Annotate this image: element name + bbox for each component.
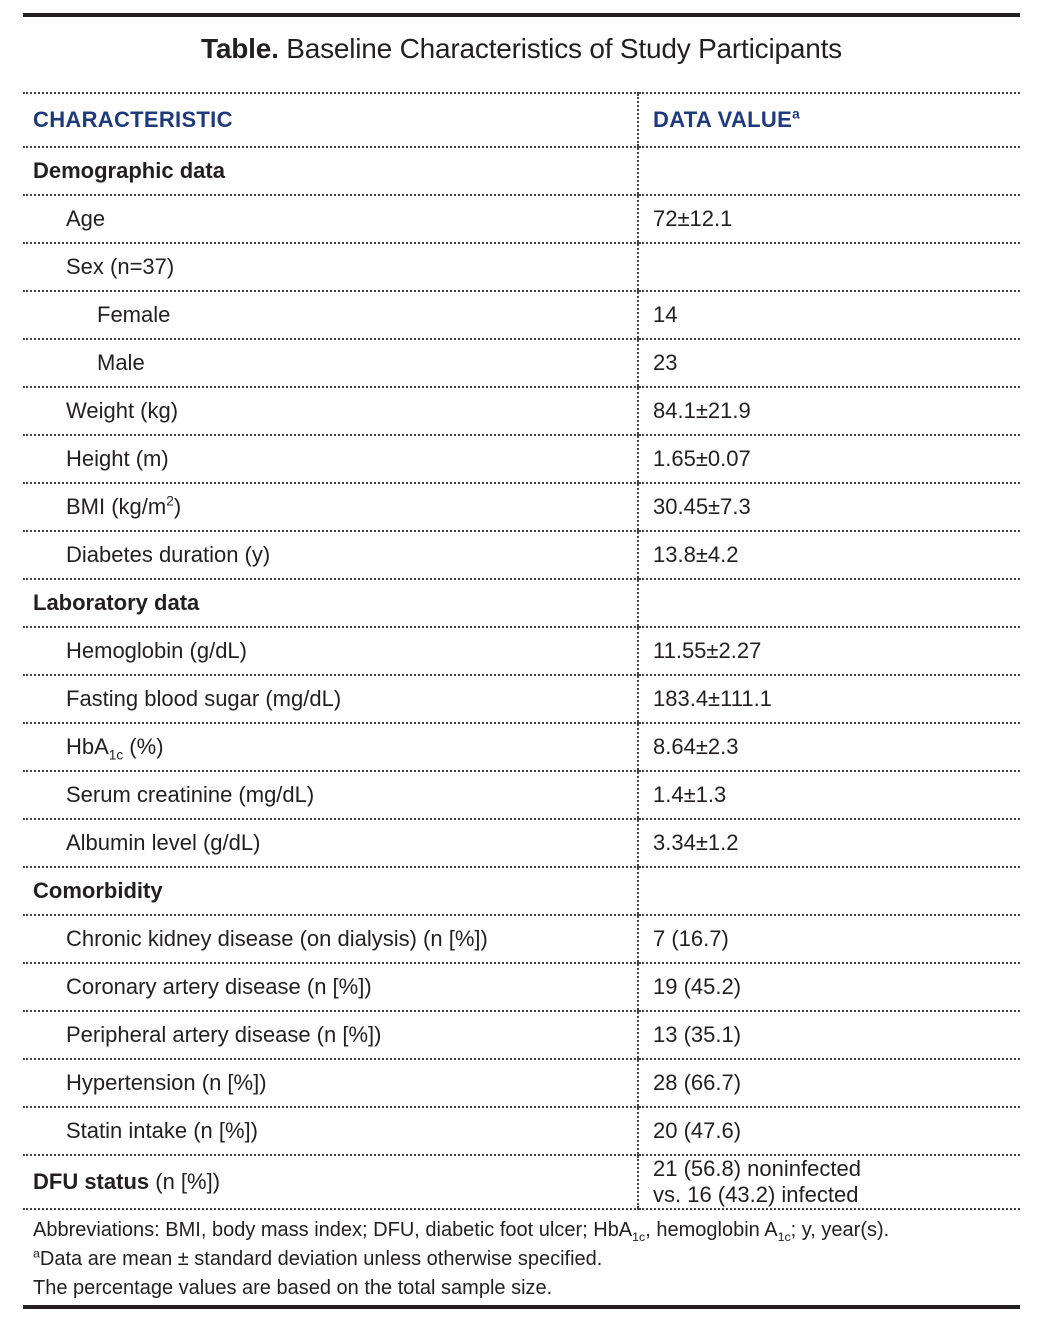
row-value-cell <box>638 1155 1020 1209</box>
row-label-rest: (n [%]) <box>149 1169 221 1194</box>
row-label-cell <box>23 435 638 483</box>
table-row <box>23 675 1020 723</box>
row-label: Hemoglobin (g/dL) <box>66 638 247 663</box>
row-label: Fasting blood sugar (mg/dL) <box>66 686 342 711</box>
column-header-characteristic: CHARACTERISTIC <box>23 93 638 147</box>
table-row-dfu-status <box>23 1155 1020 1209</box>
row-label-cell <box>23 483 638 531</box>
table-row <box>23 771 1020 819</box>
row-value-cell: 183.4±111.1 <box>638 675 1020 723</box>
row-label-cell <box>23 627 638 675</box>
row-label: Height (m) <box>66 446 169 471</box>
row-label-cell <box>23 147 638 195</box>
table-row <box>23 339 1020 387</box>
footnote-abbrev-part-3: ; y, year(s). <box>790 1219 890 1241</box>
footnote-a-text: Data are mean ± standard deviation unless otherwise specified. <box>39 1248 603 1270</box>
footnote-percentage-note: The percentage values are based on the total sample size. <box>33 1277 553 1299</box>
row-label-cell <box>23 579 638 627</box>
table-row <box>23 147 1020 195</box>
row-label <box>23 494 627 520</box>
column-header-data-value-text: DATA VALUE <box>653 107 793 132</box>
row-label: Sex (n=37) <box>66 254 175 279</box>
row-value-cell <box>638 243 1020 291</box>
table-row <box>23 291 1020 339</box>
row-label-bold: DFU status <box>33 1169 150 1194</box>
row-label <box>23 1169 627 1195</box>
footnote-marker-a: a <box>33 1246 40 1261</box>
row-value-cell: 23 <box>638 339 1020 387</box>
row-label-tail: (%) <box>123 734 164 759</box>
subscript-1c: 1c <box>108 747 124 763</box>
table-row <box>23 387 1020 435</box>
footnote-a <box>33 1245 1023 1274</box>
table-row <box>23 915 1020 963</box>
row-label: Laboratory data <box>33 590 200 615</box>
row-value-cell: 20 (47.6) <box>638 1107 1020 1155</box>
row-label-cell <box>23 675 638 723</box>
row-label: Diabetes duration (y) <box>66 542 271 567</box>
table-row <box>23 1059 1020 1107</box>
row-value-cell: 19 (45.2) <box>638 963 1020 1011</box>
row-label-tail: ) <box>173 494 182 519</box>
page-title <box>23 32 1020 66</box>
subscript-1c: 1c <box>632 1230 646 1244</box>
table-row <box>23 627 1020 675</box>
row-value-cell: 30.45±7.3 <box>638 483 1020 531</box>
row-label-cell <box>23 1011 638 1059</box>
table-row <box>23 483 1020 531</box>
row-label-cell <box>23 819 638 867</box>
table-body <box>23 93 1020 1209</box>
row-value-cell: 8.64±2.3 <box>638 723 1020 771</box>
row-label <box>23 734 627 763</box>
row-value-cell: 28 (66.7) <box>638 1059 1020 1107</box>
row-label-cell <box>23 339 638 387</box>
row-value-cell <box>638 579 1020 627</box>
dfu-value-line-2: vs. 16 (43.2) infected <box>653 1182 859 1207</box>
table-title-text: Baseline Characteristics of Study Participants <box>286 33 842 64</box>
row-label-cell <box>23 915 638 963</box>
table-row <box>23 195 1020 243</box>
baseline-characteristics-table <box>23 92 1020 1210</box>
row-label: Coronary artery disease (n [%]) <box>66 974 372 999</box>
row-label-cell <box>23 771 638 819</box>
row-value-cell: 14 <box>638 291 1020 339</box>
row-label-cell <box>23 531 638 579</box>
superscript-square: 2 <box>166 493 174 509</box>
row-label-cell <box>23 195 638 243</box>
row-value-cell: 72±12.1 <box>638 195 1020 243</box>
row-label: Male <box>97 350 145 375</box>
table-row <box>23 243 1020 291</box>
column-header-footnote-marker: a <box>792 106 800 122</box>
row-label-cell <box>23 723 638 771</box>
row-value-cell: 7 (16.7) <box>638 915 1020 963</box>
row-label-text: HbA <box>66 734 109 759</box>
row-value-cell <box>638 867 1020 915</box>
row-label: Peripheral artery disease (n [%]) <box>66 1022 382 1047</box>
row-label: Weight (kg) <box>66 398 179 423</box>
footnote-abbrev-part-1: Abbreviations: BMI, body mass index; DFU, diabetic foot ulcer; HbA <box>33 1219 633 1241</box>
table-row <box>23 867 1020 915</box>
row-label-cell <box>23 291 638 339</box>
dfu-value-line-1: 21 (56.8) noninfected <box>653 1156 861 1181</box>
row-value-cell: 11.55±2.27 <box>638 627 1020 675</box>
row-label: Hypertension (n [%]) <box>66 1070 267 1095</box>
row-label-cell <box>23 1155 638 1209</box>
table-row <box>23 1011 1020 1059</box>
row-label: Albumin level (g/dL) <box>66 830 261 855</box>
row-label-cell <box>23 1107 638 1155</box>
row-label: Statin intake (n [%]) <box>66 1118 258 1143</box>
row-value-cell: 1.4±1.3 <box>638 771 1020 819</box>
footnote-abbreviations <box>33 1216 1023 1245</box>
row-label: Female <box>97 302 171 327</box>
footnote-abbrev-part-2: , hemoglobin A <box>645 1219 778 1241</box>
row-value-cell: 3.34±1.2 <box>638 819 1020 867</box>
row-label: Serum creatinine (mg/dL) <box>66 782 315 807</box>
row-label-cell <box>23 963 638 1011</box>
top-rule <box>23 13 1020 17</box>
row-label-cell <box>23 1059 638 1107</box>
column-header-data-value <box>638 93 1020 147</box>
table-row <box>23 579 1020 627</box>
row-value-cell: 13 (35.1) <box>638 1011 1020 1059</box>
row-label: Chronic kidney disease (on dialysis) (n [%]) <box>66 926 488 951</box>
row-label-text: BMI (kg/m <box>66 494 167 519</box>
row-label-cell <box>23 243 638 291</box>
row-value-cell: 84.1±21.9 <box>638 387 1020 435</box>
row-label-cell <box>23 387 638 435</box>
table-row <box>23 963 1020 1011</box>
subscript-1c: 1c <box>777 1230 791 1244</box>
table-footnotes <box>33 1216 1023 1303</box>
row-label: Comorbidity <box>33 878 163 903</box>
bottom-rule <box>23 1305 1020 1309</box>
row-label: Demographic data <box>33 158 225 183</box>
row-value-cell <box>638 147 1020 195</box>
row-label: Age <box>66 206 106 231</box>
table-row <box>23 531 1020 579</box>
table-title-prefix: Table. <box>201 33 279 64</box>
table-row <box>23 723 1020 771</box>
row-value-cell: 1.65±0.07 <box>638 435 1020 483</box>
row-label-cell <box>23 867 638 915</box>
table-row <box>23 819 1020 867</box>
table-header-row <box>23 93 1020 147</box>
table-row <box>23 435 1020 483</box>
table-row <box>23 1107 1020 1155</box>
row-value-cell: 13.8±4.2 <box>638 531 1020 579</box>
